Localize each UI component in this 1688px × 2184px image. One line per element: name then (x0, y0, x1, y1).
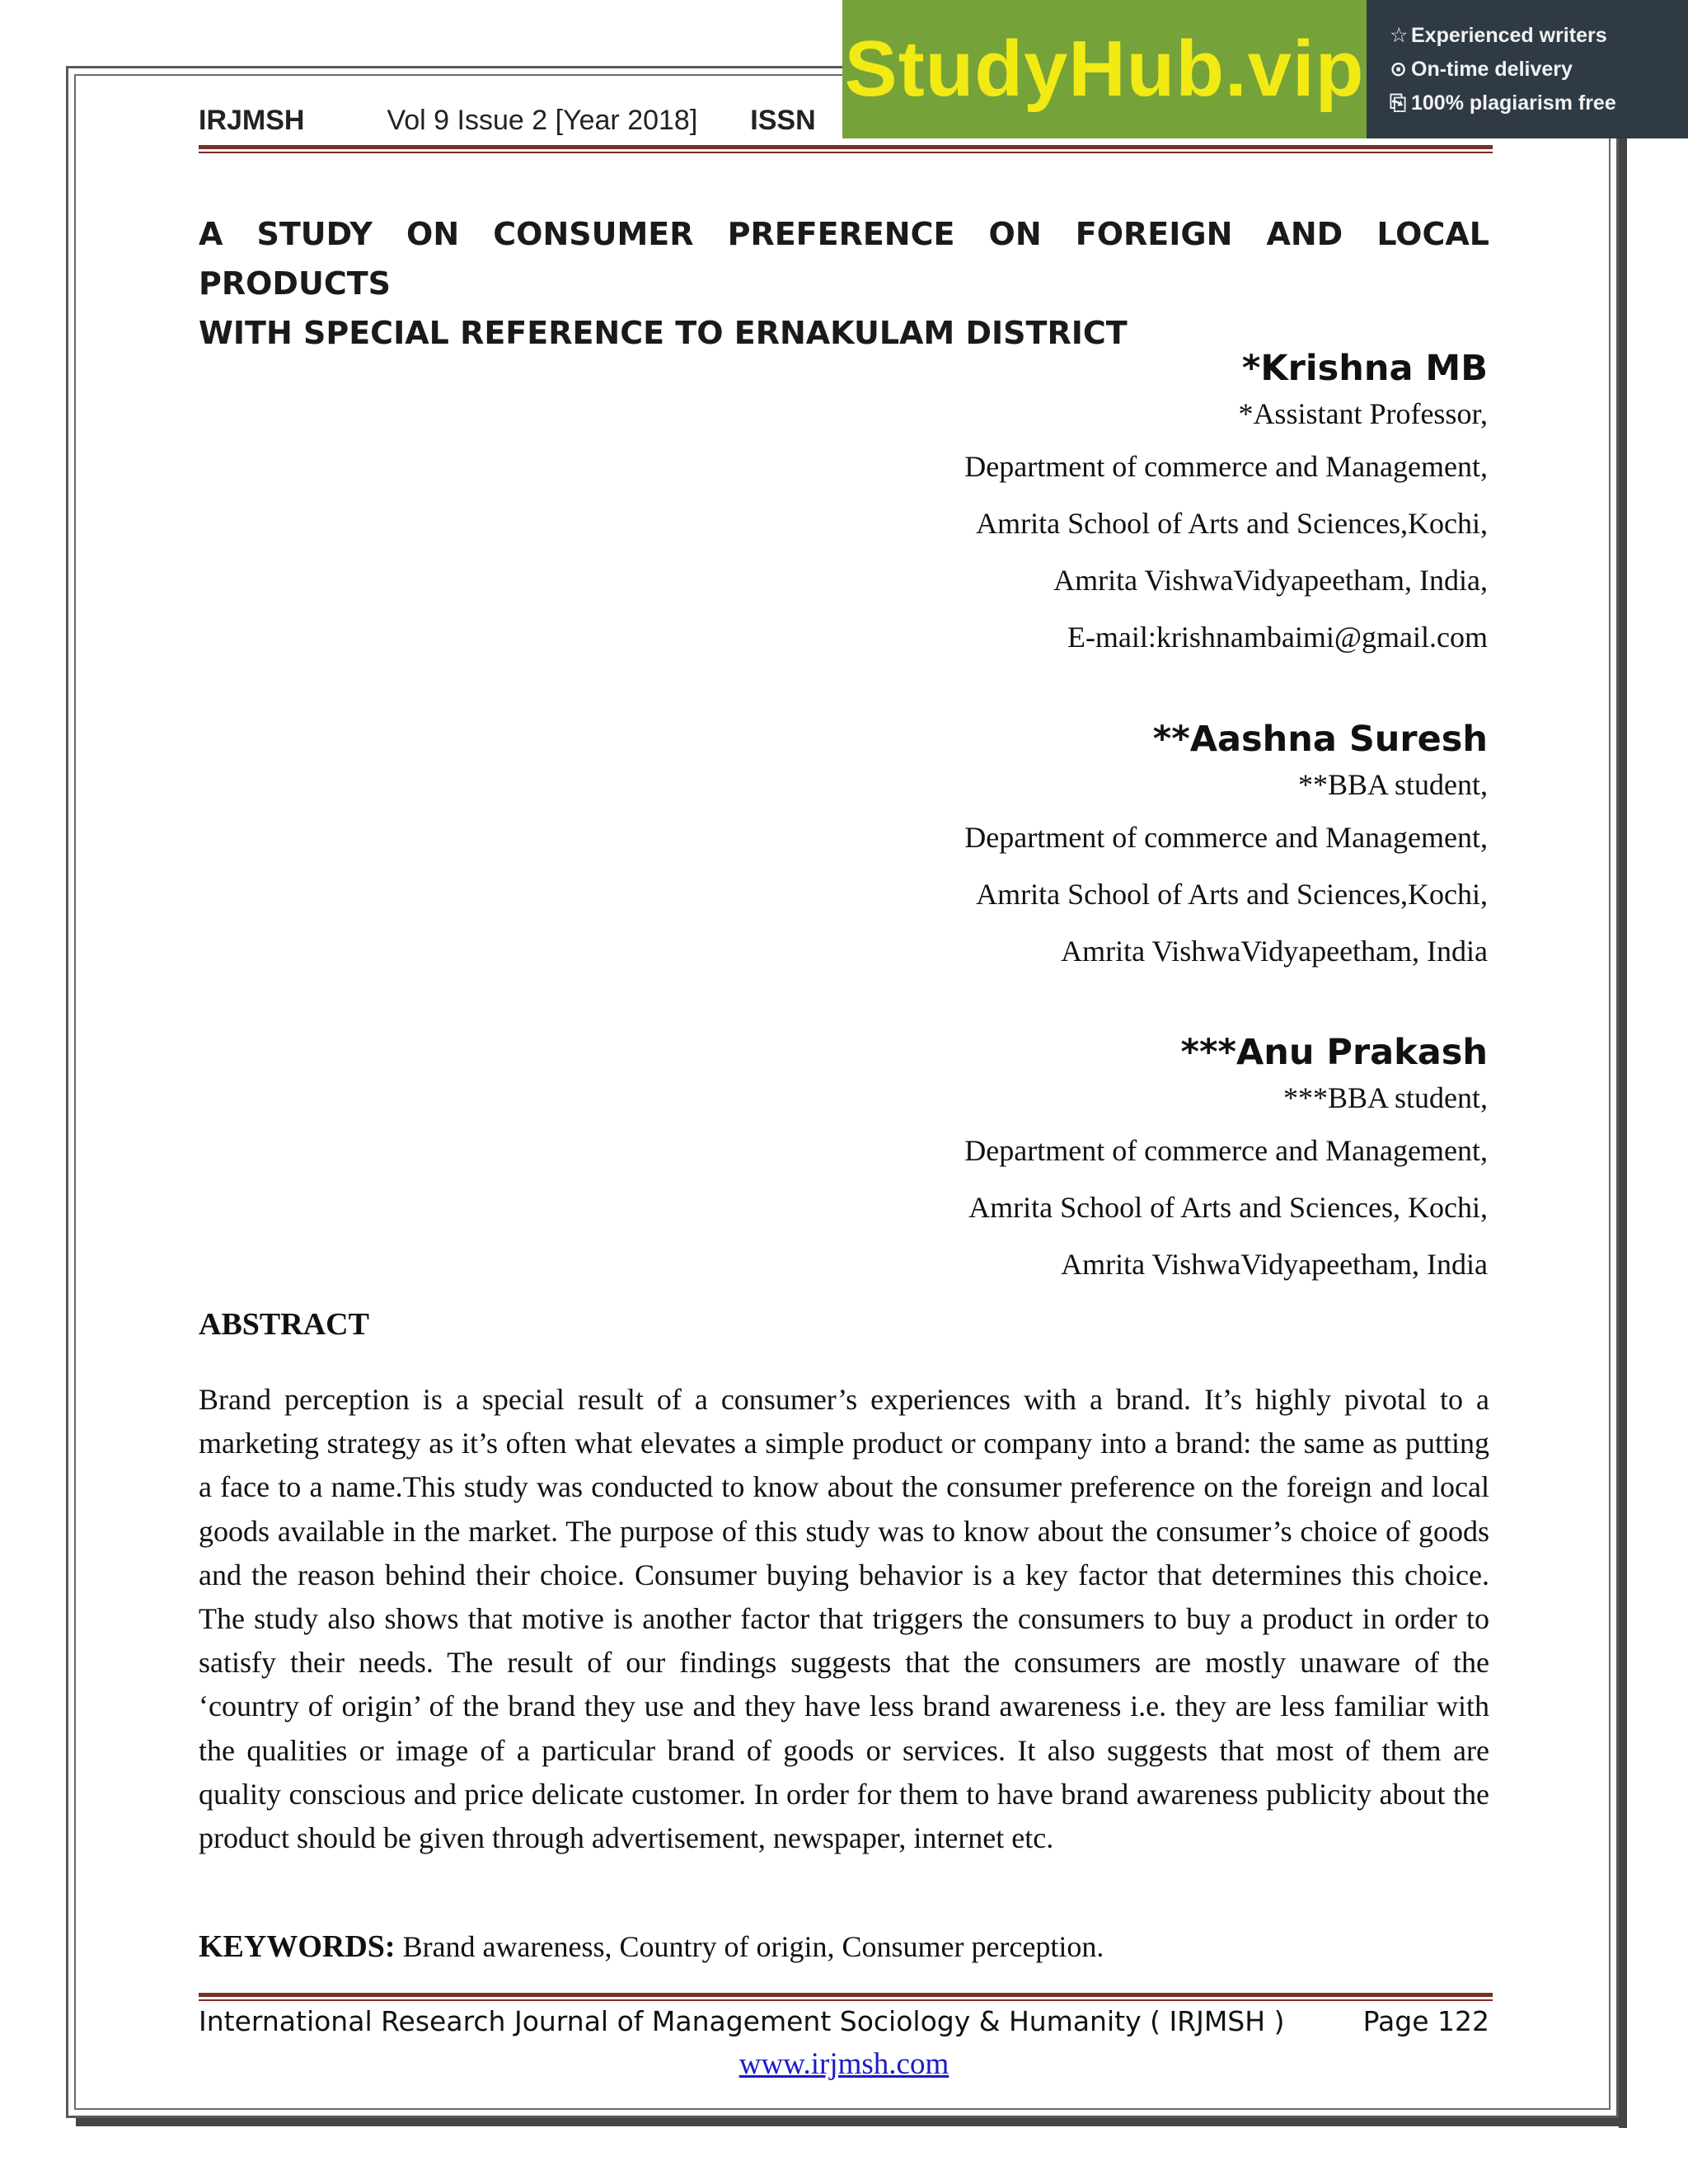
header-rule-thin (199, 152, 1493, 153)
author-role: **BBA student, (1297, 768, 1488, 801)
author-role: ***BBA student, (1282, 1081, 1488, 1114)
page-number: Page 122 (1362, 2005, 1489, 2037)
author-school: Amrita School of Arts and Sciences,Kochi, (976, 507, 1488, 540)
author-email: E-mail:krishnambaimi@gmail.com (1067, 621, 1488, 654)
feature-plagiarism-free: ⎘ 100% plagiarism free (1390, 87, 1688, 120)
author-block-1 (964, 348, 1488, 666)
author-university: Amrita VishwaVidyapeetham, India (1061, 1248, 1488, 1281)
author-school: Amrita School of Arts and Sciences,Kochi, (976, 878, 1488, 911)
header-journal: IRJMSH (199, 104, 305, 136)
banner-features-panel (1367, 0, 1688, 138)
footer-rule-thin (199, 1999, 1493, 2001)
page-shadow-right (1619, 76, 1627, 2128)
feature-on-time-delivery: ⊙ On-time delivery (1390, 53, 1688, 87)
author-department: Department of commerce and Management, (964, 450, 1488, 483)
page-shadow-bottom (76, 2118, 1627, 2126)
studyhub-logo[interactable]: StudyHub.vip (844, 25, 1365, 113)
title-line-1: A STUDY ON CONSUMER PREFERENCE ON FOREIGN AND LOCAL PRODUCTS (199, 216, 1489, 302)
author-block-3 (964, 1032, 1488, 1293)
banner-logo-panel[interactable] (842, 0, 1367, 138)
feature-experienced-writers: ☆ Experienced writers (1390, 19, 1688, 53)
keywords-label: KEYWORDS: (199, 1929, 396, 1964)
footer-rule-thick (199, 1993, 1493, 1997)
author-university: Amrita VishwaVidyapeetham, India, (1053, 564, 1488, 597)
author-university: Amrita VishwaVidyapeetham, India (1061, 935, 1488, 968)
keywords-text: Brand awareness, Country of origin, Consumer perception. (395, 1930, 1104, 1963)
running-footer (199, 2005, 1489, 2037)
star-icon: ☆ (1390, 23, 1409, 47)
clock-icon: ⊙ (1390, 57, 1407, 81)
author-block-2 (964, 719, 1488, 980)
author-role: *Assistant Professor, (1238, 397, 1488, 430)
abstract-heading: ABSTRACT (199, 1307, 369, 1342)
author-name: ***Anu Prakash (1180, 1032, 1488, 1073)
abstract-body: Brand perception is a special result of a consumer’s experiences with a brand. It’s highly pivotal to a marketing strategy as it’s often what elevates a simple product or company into a brand: the same as putting a face to a name.This study was conducted to know about the consumer preference on the foreign and local goods available in the market. The purpose of this study was to know about the consumer’s choice of goods and the reason behind their choice. Consumer buying behavior is a key factor that determines this choice. The study also shows that motive is another factor that triggers the consumers to buy a product in order to satisfy their needs. The result of our findings suggests that the consumers are mostly unaware of the ‘country of origin’ of the brand they use and they have less brand awareness i.e. they are less familiar with the qualities or image of a particular brand of goods or services. It also suggests that most of them are quality conscious and price delicate customer. In order for them to have brand awareness publicity about the product should be given through advertisement, newspaper, internet etc. (199, 1383, 1489, 1855)
journal-website-link[interactable]: www.irjmsh.com (738, 2047, 950, 2081)
paper-title (199, 209, 1489, 358)
document-check-icon: ⎘ (1390, 91, 1407, 115)
author-department: Department of commerce and Management, (964, 1134, 1488, 1167)
author-department: Department of commerce and Management, (964, 821, 1488, 854)
keywords (199, 1929, 1489, 1965)
header-rule-thick (199, 145, 1493, 149)
studyhub-banner[interactable] (842, 0, 1688, 138)
header-volume: Vol 9 Issue 2 [Year 2018] (387, 104, 698, 136)
header-issn: ISSN (750, 104, 816, 136)
footer-journal: International Research Journal of Management Sociology & Humanity ( IRJMSH ) (199, 2005, 1285, 2037)
author-name: *Krishna MB (1241, 348, 1488, 389)
author-school: Amrita School of Arts and Sciences, Kochi, (968, 1191, 1488, 1224)
title-line-2: WITH SPECIAL REFERENCE TO ERNAKULAM DISTRICT (199, 315, 1128, 351)
author-name: **Aashna Suresh (1152, 719, 1488, 760)
